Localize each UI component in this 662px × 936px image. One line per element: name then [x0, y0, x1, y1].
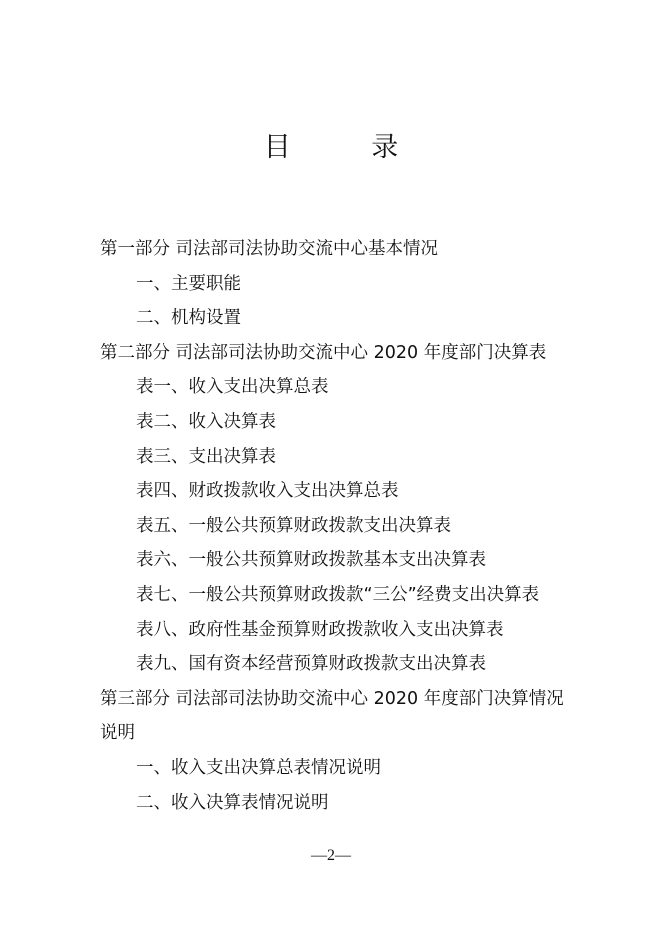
toc-entry-explanation-1: 一、收入支出决算总表情况说明: [136, 757, 381, 778]
toc-entry-table-9: 表九、国有资本经营预算财政拨款支出决算表: [136, 654, 486, 675]
toc-entry-explanation-2: 二、收入决算表情况说明: [136, 792, 329, 813]
toc-entry-table-1: 表一、收入支出决算总表: [136, 377, 329, 398]
toc-entry-main-functions: 一、主要职能: [136, 273, 241, 294]
toc-entry-organization: 二、机构设置: [136, 308, 241, 329]
page-title: 目 录: [263, 132, 435, 163]
toc-entry-table-8: 表八、政府性基金预算财政拨款收入支出决算表: [136, 619, 504, 640]
toc-entry-part-2: 第二部分 司法部司法协助交流中心 2020 年度部门决算表: [100, 342, 547, 363]
toc-entry-table-3: 表三、支出决算表: [136, 446, 276, 467]
toc-entry-table-6: 表六、一般公共预算财政拨款基本支出决算表: [136, 550, 486, 571]
toc-entry-table-4: 表四、财政拨款收入支出决算总表: [136, 481, 399, 502]
toc-entry-part-3: 第三部分 司法部司法协助交流中心 2020 年度部门决算情况: [100, 688, 564, 709]
toc-entry-table-2: 表二、收入决算表: [136, 411, 276, 432]
toc-entry-table-7: 表七、一般公共预算财政拨款“三公”经费支出决算表: [136, 584, 540, 605]
toc-entry-part-3-continued: 说明: [100, 723, 135, 744]
toc-entry-table-5: 表五、一般公共预算财政拨款支出决算表: [136, 515, 451, 536]
page-number: —2—: [311, 847, 351, 864]
table-of-contents: [0, 232, 662, 820]
toc-entry-part-1: 第一部分 司法部司法协助交流中心基本情况: [100, 239, 439, 259]
